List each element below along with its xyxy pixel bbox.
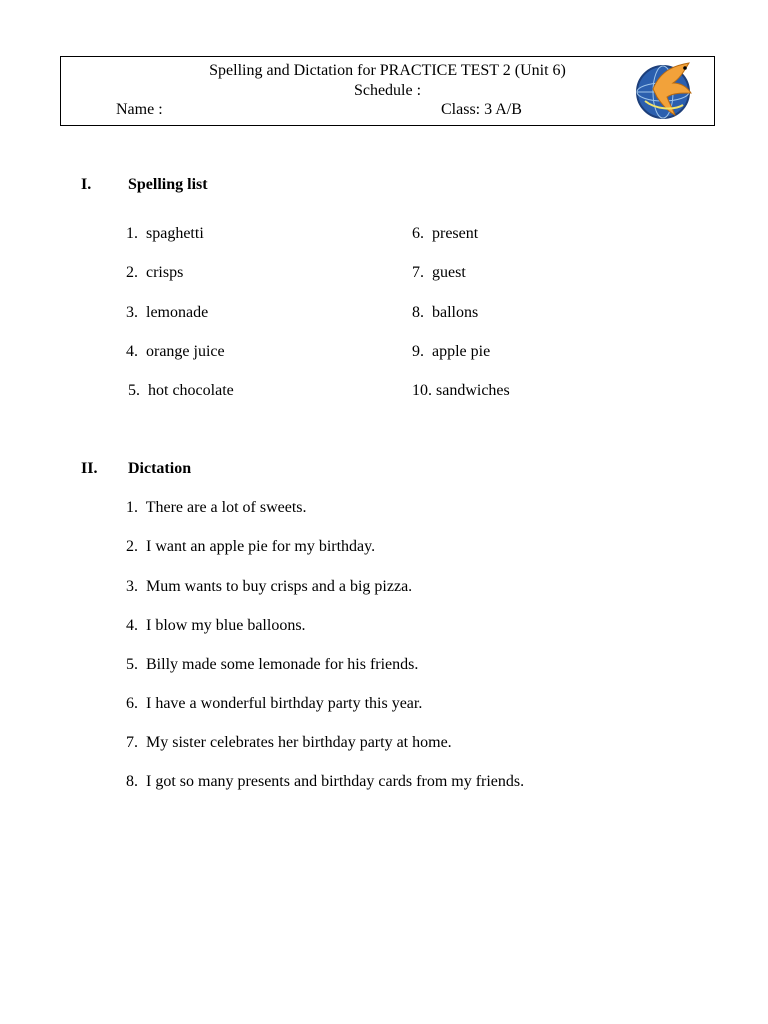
section-number-dictation: II. bbox=[81, 460, 98, 477]
spelling-item bbox=[412, 303, 478, 323]
dictation-item-number: 8. bbox=[126, 773, 138, 790]
dictation-item-number: 6. bbox=[126, 695, 138, 712]
spelling-item bbox=[126, 303, 208, 323]
spelling-item-word: guest bbox=[432, 264, 466, 281]
spelling-item bbox=[128, 381, 234, 401]
dictation-item-number: 1. bbox=[126, 499, 138, 516]
dictation-item-text: Mum wants to buy crisps and a big pizza. bbox=[146, 578, 413, 595]
spelling-item bbox=[412, 381, 510, 401]
spelling-item-number: 2. bbox=[126, 264, 138, 281]
spelling-item-number: 9. bbox=[412, 343, 424, 360]
spelling-item-word: ballons bbox=[432, 304, 479, 321]
spelling-item-number: 3. bbox=[126, 304, 138, 321]
spelling-item bbox=[126, 263, 183, 283]
dictation-item-text: My sister celebrates her birthday party at home. bbox=[146, 734, 452, 751]
dictation-item bbox=[126, 772, 524, 792]
spelling-item bbox=[412, 224, 478, 244]
section-title-spelling: Spelling list bbox=[128, 176, 208, 193]
dictation-item bbox=[126, 537, 375, 557]
spelling-item-word: crisps bbox=[146, 264, 184, 281]
school-eagle-logo-icon bbox=[633, 59, 699, 123]
spelling-item-word: spaghetti bbox=[146, 225, 204, 242]
dictation-item-text: I have a wonderful birthday party this year. bbox=[146, 695, 423, 712]
spelling-item-word: sandwiches bbox=[436, 382, 510, 399]
spelling-item-number: 8. bbox=[412, 304, 424, 321]
spelling-item-word: lemonade bbox=[146, 304, 209, 321]
document-title: Spelling and Dictation for PRACTICE TEST 2 (Unit 6) bbox=[209, 62, 566, 79]
spelling-item bbox=[412, 263, 466, 283]
section-number-spelling: I. bbox=[81, 176, 92, 193]
dictation-item-text: I blow my blue balloons. bbox=[146, 617, 306, 634]
spelling-item-number: 10. bbox=[412, 382, 432, 399]
spelling-item-word: orange juice bbox=[146, 343, 225, 360]
dictation-item-text: I got so many presents and birthday cards from my friends. bbox=[146, 773, 525, 790]
spelling-item-number: 7. bbox=[412, 264, 424, 281]
spelling-item bbox=[412, 342, 490, 362]
header-box bbox=[60, 56, 715, 126]
dictation-item-number: 5. bbox=[126, 656, 138, 673]
spelling-item bbox=[126, 342, 225, 362]
spelling-item-word: present bbox=[432, 225, 479, 242]
spelling-item-number: 6. bbox=[412, 225, 424, 242]
dictation-item bbox=[126, 577, 412, 597]
spelling-item-number: 5. bbox=[128, 382, 140, 399]
dictation-item-text: I want an apple pie for my birthday. bbox=[146, 538, 376, 555]
schedule-label: Schedule : bbox=[353, 82, 422, 99]
section-title-dictation: Dictation bbox=[128, 460, 192, 477]
dictation-item bbox=[126, 733, 452, 753]
spelling-item-number: 1. bbox=[126, 225, 138, 242]
dictation-item-text: Billy made some lemonade for his friends. bbox=[146, 656, 419, 673]
class-label: Class: 3 A/B bbox=[441, 101, 522, 118]
dictation-item bbox=[126, 694, 422, 714]
dictation-item bbox=[126, 498, 307, 518]
name-label: Name : bbox=[116, 101, 163, 118]
dictation-item-number: 7. bbox=[126, 734, 138, 751]
dictation-item-text: There are a lot of sweets. bbox=[145, 499, 307, 516]
dictation-item-number: 3. bbox=[126, 578, 138, 595]
spelling-item bbox=[126, 224, 204, 244]
spelling-item-number: 4. bbox=[126, 343, 138, 360]
dictation-item-number: 4. bbox=[126, 617, 138, 634]
dictation-item-number: 2. bbox=[126, 538, 138, 555]
dictation-item bbox=[126, 655, 418, 675]
dictation-item bbox=[126, 616, 306, 636]
spelling-item-word: hot chocolate bbox=[148, 382, 234, 399]
spelling-item-word: apple pie bbox=[432, 343, 491, 360]
